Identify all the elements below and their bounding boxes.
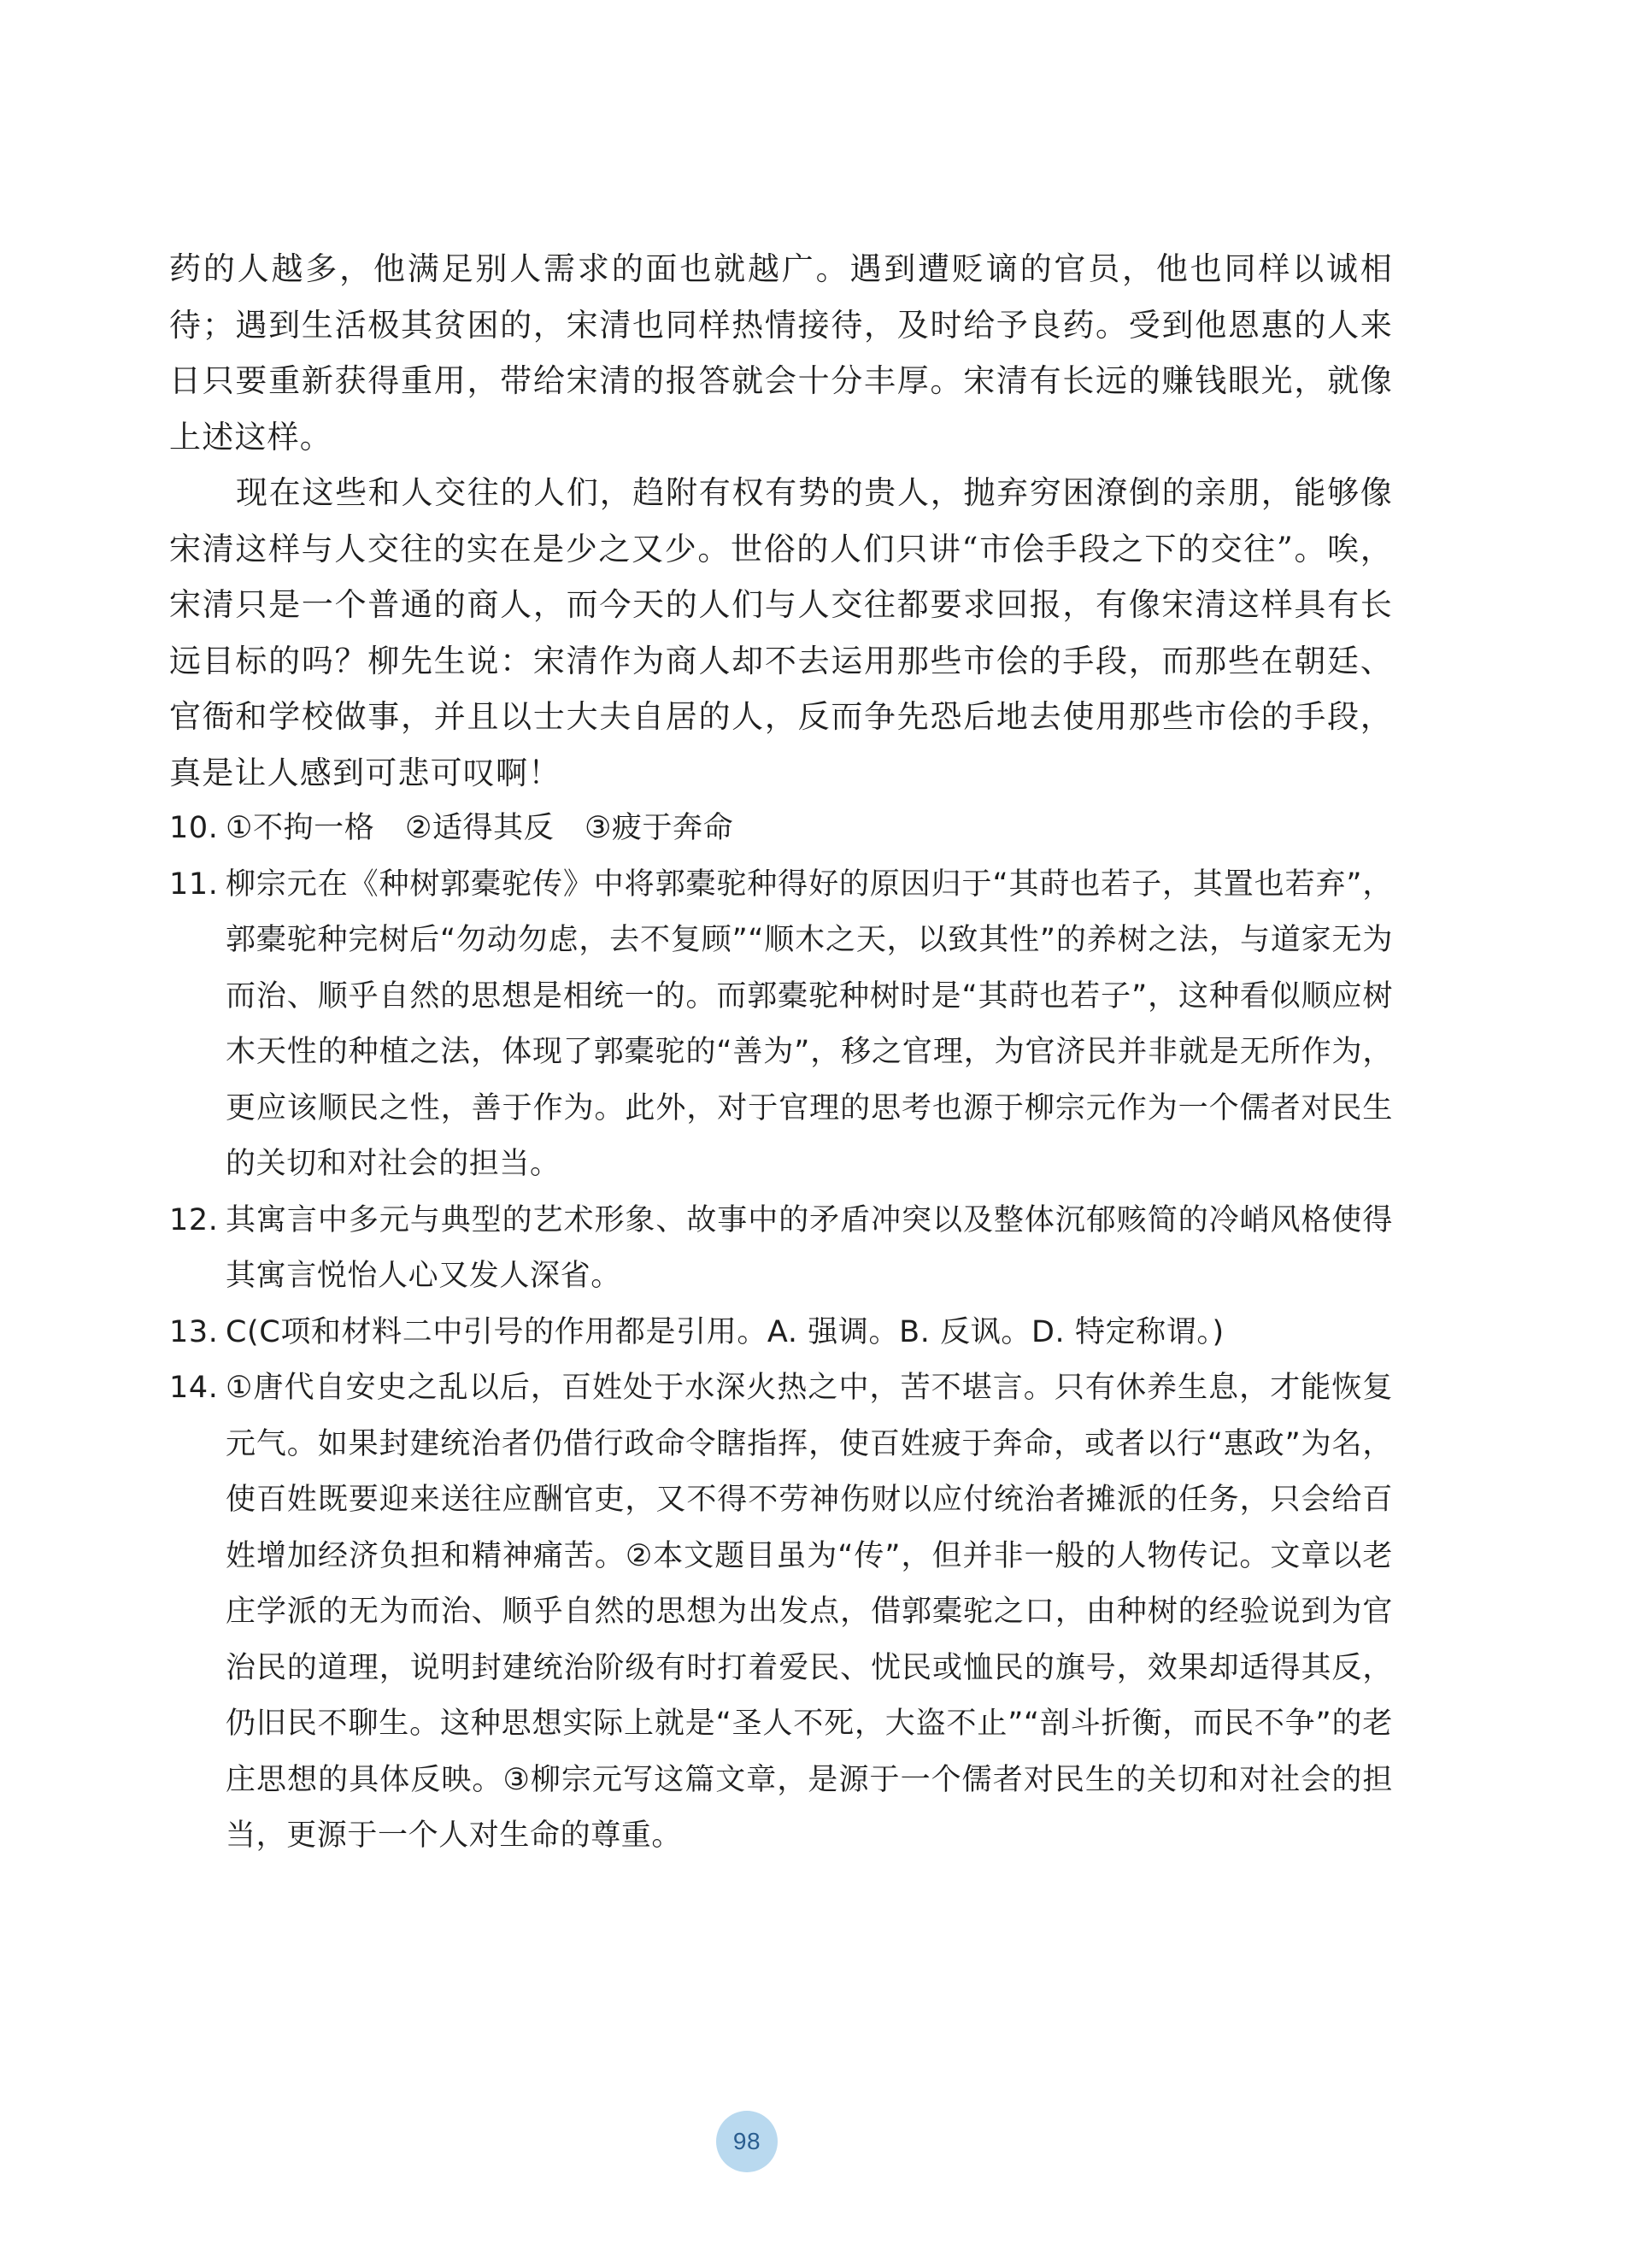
answer-item-13: [169, 1305, 1393, 1361]
answer-text: ①唐代自安史之乱以后，百姓处于水深火热之中，苦不堪言。只有休养生息，才能恢复元气。如果封建统治者仍借行政命令瞎指挥，使百姓疲于奔命，或者以行“惠政”为名，使百姓既要迎来送往应酬官吏，又不得不劳神伤财以应付统治者摊派的任务，只会给百姓增加经济负担和精神痛苦。②本文题目虽为“传”，但并非一般的人物传记。文章以老庄学派的无为而治、顺乎自然的思想为出发点，借郭橐驼之口，由种树的经验说到为官治民的道理，说明封建统治阶级有时打着爱民、忧民或恤民的旗号，效果却适得其反，仍旧民不聊生。这种思想实际上就是“圣人不死，大盗不止”“剖斗折衡，而民不争”的老庄思想的具体反映。③柳宗元写这篇文章，是源于一个儒者对民生的关切和对社会的担当，更源于一个人对生命的尊重。: [226, 1371, 1393, 1853]
answer-number: 11.: [169, 867, 219, 902]
answer-text: ①不拘一格 ②适得其反 ③疲于奔命: [226, 811, 734, 845]
answer-text: 其寓言中多元与典型的艺术形象、故事中的矛盾冲突以及整体沉郁赅简的冷峭风格使得其寓言悦怡人心又发人深省。: [226, 1202, 1393, 1293]
page-content: [169, 241, 1393, 1865]
answer-number: 10.: [169, 811, 219, 845]
answer-text: 柳宗元在《种树郭橐驼传》中将郭橐驼种得好的原因归于“其莳也若子，其置也若弃”，郭橐驼种完树后“勿动勿虑，去不复顾”“顺木之天，以致其性”的养树之法，与道家无为而治、顺乎自然的思想是相统一的。而郭橐驼种树时是“其莳也若子”，这种看似顺应树木天性的种植之法，体现了郭橐驼的“善为”，移之官理，为官济民并非就是无所作为，更应该顺民之性，善于作为。此外，对于官理的思考也源于柳宗元作为一个儒者对民生的关切和对社会的担当。: [226, 867, 1393, 1181]
answer-text: C(C项和材料二中引号的作用都是引用。A. 强调。B. 反讽。D. 特定称谓。): [226, 1314, 1225, 1349]
answer-item-11: [169, 857, 1393, 1193]
answer-number: 14.: [169, 1371, 219, 1405]
answer-item-12: [169, 1193, 1393, 1305]
answer-number: 13.: [169, 1314, 219, 1349]
answer-list: [169, 801, 1393, 1865]
page-number-badge: 98: [716, 2111, 778, 2172]
answer-item-14: [169, 1360, 1393, 1865]
passage-paragraph-2: 现在这些和人交往的人们，趋附有权有势的贵人，抛弃穷困潦倒的亲朋，能够像宋清这样与人交往的实在是少之又少。世俗的人们只讲“市侩手段之下的交往”。唉，宋清只是一个普通的商人，而今天的人们与人交往都要求回报，有像宋清这样具有长远目标的吗？柳先生说：宋清作为商人却不去运用那些市侩的手段，而那些在朝廷、官衙和学校做事，并且以士大夫自居的人，反而争先恐后地去使用那些市侩的手段，真是让人感到可悲可叹啊！: [169, 474, 1393, 791]
answer-number: 12.: [169, 1202, 219, 1237]
answer-item-10: [169, 801, 1393, 857]
passage-paragraph-1: 药的人越多，他满足别人需求的面也就越广。遇到遭贬谪的官员，他也同样以诚相待；遇到生活极其贫困的，宋清也同样热情接待，及时给予良药。受到他恩惠的人来日只要重新获得重用，带给宋清的报答就会十分丰厚。宋清有长远的赚钱眼光，就像上述这样。: [169, 250, 1393, 455]
